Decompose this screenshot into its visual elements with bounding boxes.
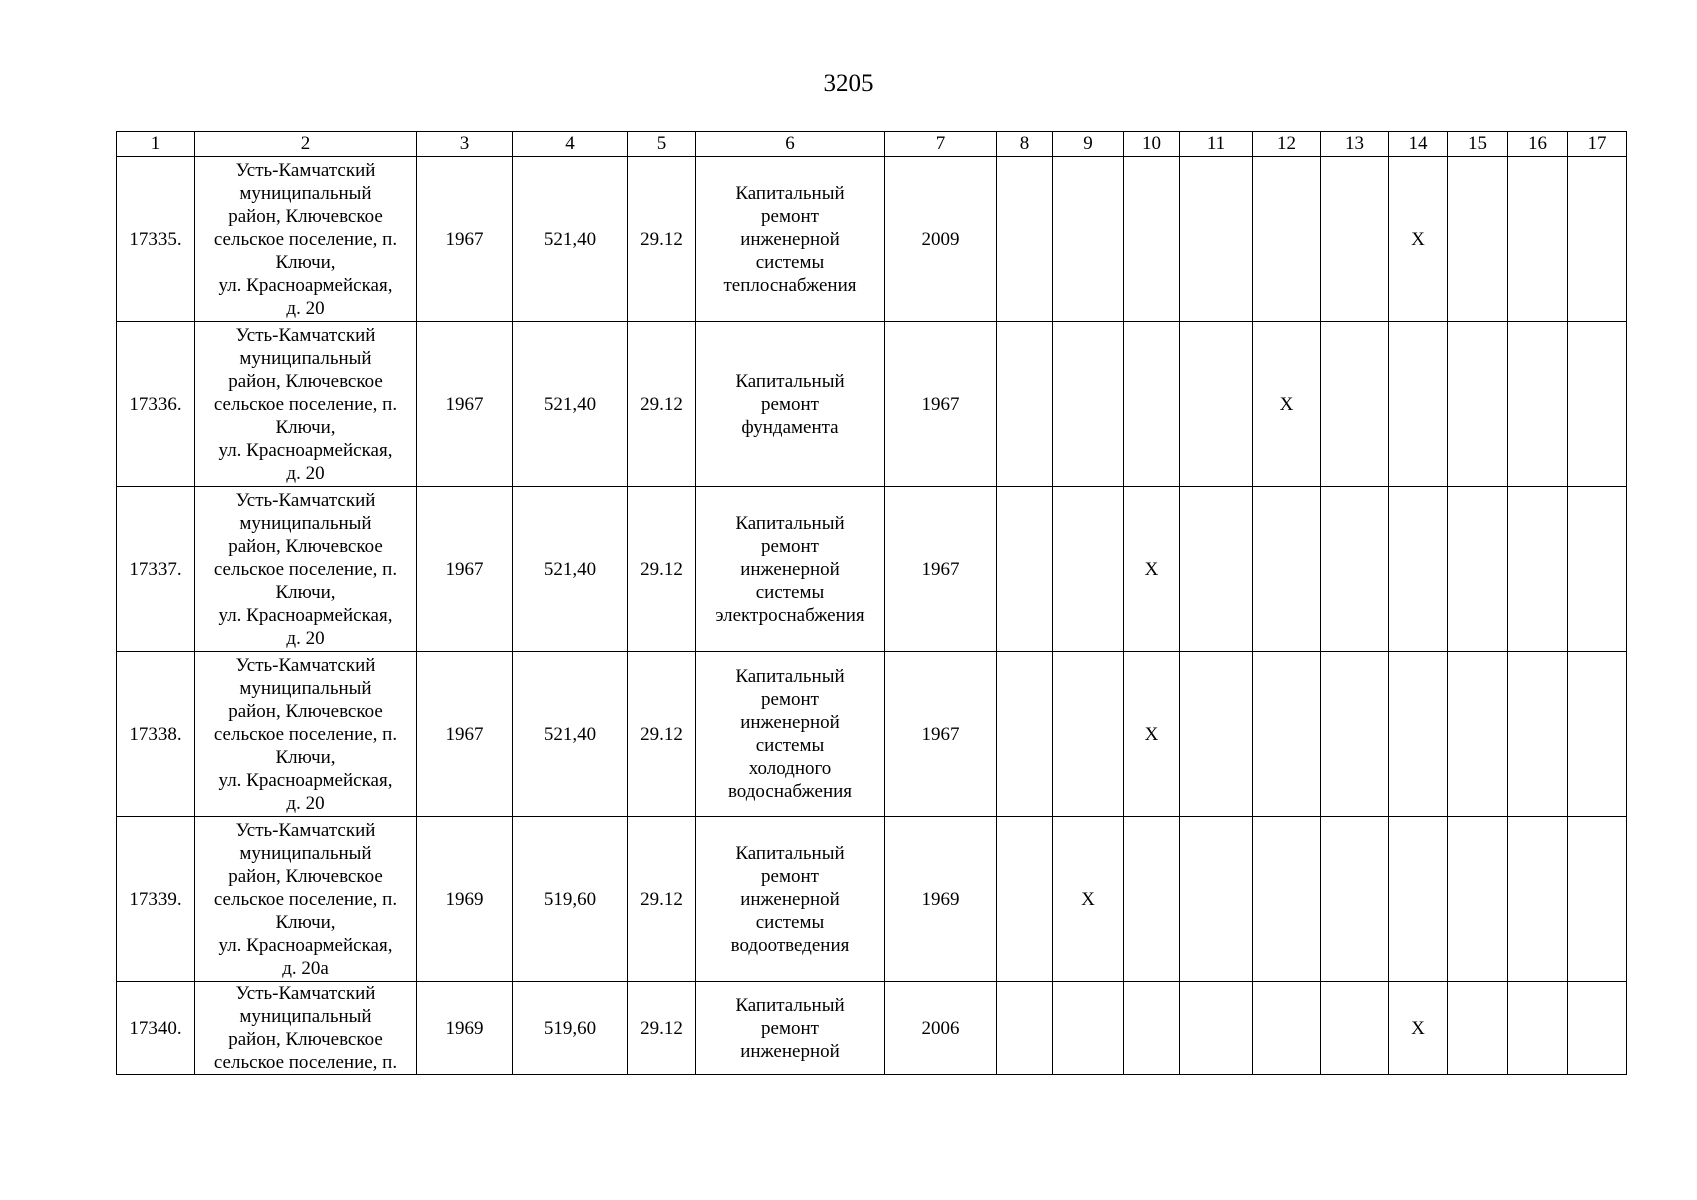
work-type-cell-line: инженерной [740,228,840,250]
work-type-cell-line: Капитальный [735,182,845,204]
period-cell [1508,487,1568,652]
total-area: 521,40 [513,157,628,322]
period-cell [1253,982,1321,1075]
table-row [117,322,1627,487]
address-cell-line: муниципальный [239,512,372,534]
column-number: 10 [1124,132,1180,157]
column-number: 14 [1389,132,1448,157]
work-type-cell-line: ремонт [761,865,819,887]
build-year: 1967 [417,157,513,322]
period-cell [1508,817,1568,982]
row-number: 17337. [117,487,195,652]
work-type-cell-line: ремонт [761,1018,819,1039]
address-cell-line: Ключи, [275,581,336,603]
period-cell [1053,982,1124,1075]
period-cell [1053,322,1124,487]
period-cell [997,487,1053,652]
column-number: 11 [1180,132,1253,157]
period-cell [1568,652,1627,817]
period-cell [1568,157,1627,322]
deadline-date: 29.12 [628,322,696,487]
work-type-cell-line: Капитальный [735,370,845,392]
address-cell [195,982,417,1075]
work-type-cell-line: ремонт [761,535,819,557]
period-cell [1321,982,1389,1075]
period-cell [1124,157,1180,322]
period-cell [1389,487,1448,652]
address-cell-line: Ключи, [275,911,336,933]
address-cell [195,487,417,652]
column-number: 7 [885,132,997,157]
column-number: 17 [1568,132,1627,157]
work-type-cell-line: водоотведения [730,934,850,956]
period-cell [1053,157,1124,322]
build-year: 1969 [417,817,513,982]
period-cell [1568,322,1627,487]
period-cell [1180,982,1253,1075]
address-cell-line: район, Ключевское [228,700,383,722]
address-cell-line: Усть-Камчатский [235,159,376,181]
row-number: 17336. [117,322,195,487]
work-type-cell-line: системы [755,735,825,756]
address-cell-line: ул. Красноармейская, [218,604,393,626]
work-type-cell-line: ремонт [761,393,819,415]
period-cell [1321,322,1389,487]
work-type-cell-line: инженерной [740,712,840,733]
period-mark: X [1389,157,1448,322]
page-number: 3205 [823,70,874,97]
work-type-cell-line: инженерной [740,888,840,910]
period-cell [1448,652,1508,817]
column-number: 1 [117,132,195,157]
period-cell [997,652,1053,817]
period-cell [1180,817,1253,982]
period-cell [1180,322,1253,487]
period-cell [997,982,1053,1075]
work-type-cell-line: холодного [748,758,832,779]
period-cell [1124,817,1180,982]
address-cell [195,322,417,487]
address-cell-line: район, Ключевское [228,205,383,227]
address-cell-line: сельское поселение, п. [213,1052,398,1073]
total-area: 521,40 [513,652,628,817]
work-type-cell [696,322,885,487]
column-number: 5 [628,132,696,157]
address-cell-line: Усть-Камчатский [235,324,376,346]
column-number: 15 [1448,132,1508,157]
period-cell [1448,322,1508,487]
work-type-cell-line: теплоснабжения [723,274,857,296]
column-number: 2 [195,132,417,157]
address-cell-line: Ключи, [275,746,336,768]
period-cell [1568,982,1627,1075]
period-cell [1508,157,1568,322]
column-number: 9 [1053,132,1124,157]
build-year: 1967 [417,322,513,487]
address-cell-line: Усть-Камчатский [235,489,376,511]
period-cell [1124,322,1180,487]
period-cell [1568,817,1627,982]
deadline-date: 29.12 [628,487,696,652]
period-cell [1448,982,1508,1075]
address-cell [195,817,417,982]
column-number: 4 [513,132,628,157]
period-cell [1253,157,1321,322]
period-cell [1389,652,1448,817]
work-type-cell-line: Капитальный [735,666,845,687]
period-cell [1253,817,1321,982]
address-cell-line: муниципальный [239,182,372,204]
period-cell [1389,817,1448,982]
period-cell [1321,652,1389,817]
period-cell [997,157,1053,322]
period-cell [1053,652,1124,817]
address-cell-line: сельское поселение, п. [213,723,398,745]
address-cell [195,652,417,817]
period-cell [1053,487,1124,652]
work-type-cell-line: Капитальный [735,842,845,864]
period-cell [1508,322,1568,487]
work-type-cell-line: системы [755,251,825,273]
last-repair-year: 2009 [885,157,997,322]
column-number: 8 [997,132,1053,157]
address-cell-line: район, Ключевское [228,370,383,392]
deadline-date: 29.12 [628,817,696,982]
deadline-date: 29.12 [628,652,696,817]
period-cell [1448,487,1508,652]
table-row [117,157,1627,322]
table-body [117,157,1627,1075]
work-type-cell [696,817,885,982]
table-row [117,487,1627,652]
period-cell [1180,157,1253,322]
period-cell [1253,652,1321,817]
period-cell [1321,817,1389,982]
address-cell-line: д. 20 [286,792,325,814]
deadline-date: 29.12 [628,982,696,1075]
address-cell-line: Ключи, [275,251,336,273]
row-number: 17339. [117,817,195,982]
total-area: 521,40 [513,322,628,487]
period-mark: X [1253,322,1321,487]
period-cell [1508,652,1568,817]
column-number: 16 [1508,132,1568,157]
column-number: 12 [1253,132,1321,157]
repair-schedule-table [116,131,1627,1075]
work-type-cell-line: электроснабжения [715,604,865,626]
period-cell [1180,487,1253,652]
build-year: 1967 [417,487,513,652]
work-type-cell-line: инженерной [740,558,840,580]
period-cell [1508,982,1568,1075]
build-year: 1969 [417,982,513,1075]
address-cell [195,157,417,322]
address-cell-line: район, Ключевское [228,1029,383,1050]
address-cell-line: Усть-Камчатский [235,654,376,676]
address-cell-line: д. 20а [282,957,329,979]
period-mark: X [1124,652,1180,817]
column-number-header-row [117,132,1627,157]
address-cell-line: Ключи, [275,416,336,438]
address-cell-line: Усть-Камчатский [235,983,376,1004]
work-type-cell-line: системы [755,581,825,603]
address-cell-line: муниципальный [239,677,372,699]
address-cell-line: муниципальный [239,347,372,369]
address-cell-line: сельское поселение, п. [213,558,398,580]
row-number: 17338. [117,652,195,817]
work-type-cell-line: водоснабжения [727,781,853,802]
address-cell-line: д. 20 [286,627,325,649]
work-type-cell [696,652,885,817]
last-repair-year: 1967 [885,322,997,487]
address-cell-line: сельское поселение, п. [213,228,398,250]
work-type-cell-line: фундамента [741,416,839,438]
address-cell-line: муниципальный [239,842,372,864]
address-cell-line: ул. Красноармейская, [218,274,393,296]
work-type-cell-line: Капитальный [735,512,845,534]
last-repair-year: 2006 [885,982,997,1075]
work-type-cell [696,487,885,652]
address-cell-line: д. 20 [286,297,325,319]
last-repair-year: 1969 [885,817,997,982]
row-number: 17340. [117,982,195,1075]
address-cell-line: Усть-Камчатский [235,819,376,841]
total-area: 521,40 [513,487,628,652]
last-repair-year: 1967 [885,652,997,817]
work-type-cell-line: системы [755,911,825,933]
table-row [117,652,1627,817]
period-cell [1124,982,1180,1075]
address-cell-line: ул. Красноармейская, [218,934,393,956]
work-type-cell-line: ремонт [761,689,819,710]
period-mark: X [1053,817,1124,982]
address-cell-line: муниципальный [239,1006,372,1027]
deadline-date: 29.12 [628,157,696,322]
work-type-cell [696,982,885,1075]
period-mark: X [1389,982,1448,1075]
column-number: 6 [696,132,885,157]
address-cell-line: сельское поселение, п. [213,888,398,910]
total-area: 519,60 [513,982,628,1075]
period-cell [1253,487,1321,652]
period-cell [1568,487,1627,652]
period-cell [1321,157,1389,322]
work-type-cell-line: Капитальный [735,995,845,1016]
period-cell [997,817,1053,982]
table-row [117,982,1627,1075]
address-cell-line: сельское поселение, п. [213,393,398,415]
table-row [117,817,1627,982]
work-type-cell-line: инженерной [740,1041,840,1062]
address-cell-line: д. 20 [286,462,325,484]
period-cell [1180,652,1253,817]
last-repair-year: 1967 [885,487,997,652]
period-mark: X [1124,487,1180,652]
address-cell-line: ул. Красноармейская, [218,439,393,461]
period-cell [1448,817,1508,982]
period-cell [1321,487,1389,652]
address-cell-line: ул. Красноармейская, [218,769,393,791]
work-type-cell [696,157,885,322]
period-cell [1448,157,1508,322]
total-area: 519,60 [513,817,628,982]
work-type-cell-line: ремонт [761,205,819,227]
column-number: 3 [417,132,513,157]
address-cell-line: район, Ключевское [228,535,383,557]
row-number: 17335. [117,157,195,322]
period-cell [997,322,1053,487]
column-number: 13 [1321,132,1389,157]
build-year: 1967 [417,652,513,817]
address-cell-line: район, Ключевское [228,865,383,887]
period-cell [1389,322,1448,487]
